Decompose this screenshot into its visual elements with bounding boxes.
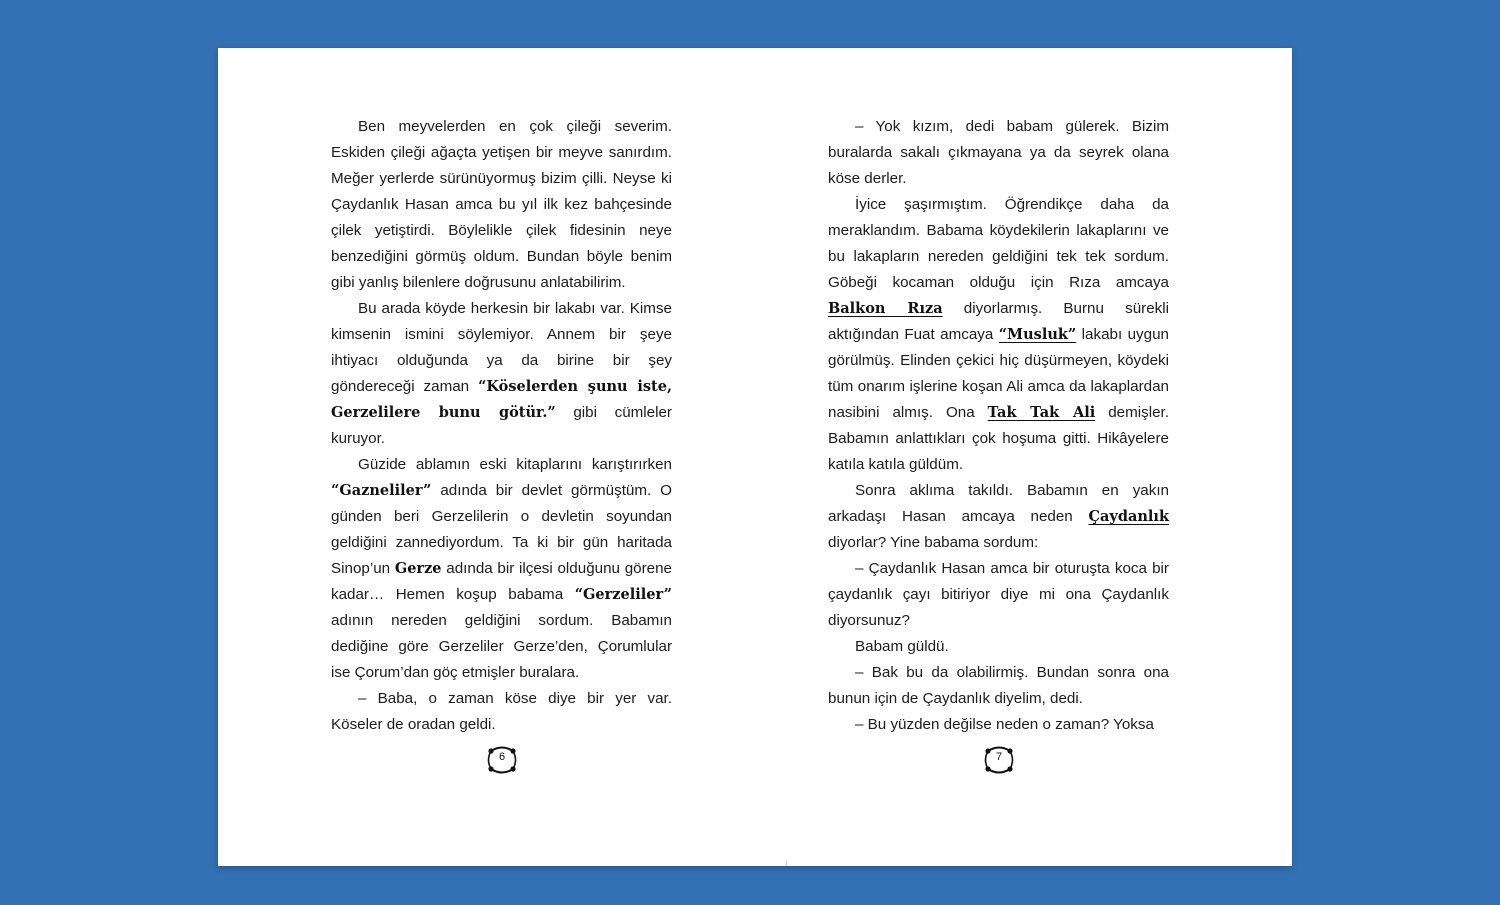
page-number: 6 <box>498 751 506 763</box>
nickname-underlined: “Musluk” <box>998 326 1077 343</box>
right-page <box>828 114 1169 738</box>
emphasis-phrase: “Gerzeliler” <box>574 586 672 603</box>
nickname-underlined: Çaydanlık <box>1088 508 1169 525</box>
paragraph: İyice şaşırmıştım. Öğrendikçe daha da meraklandım. Babama köydekilerin lakaplarını ve bu lakapların nereden geldiğini tek tek sordum. Göbeği kocaman olduğu için Rıza amcaya Balkon Rıza diyorlarmış. Burnu sürekli aktığından Fuat amcaya “Musluk” lakabı uygun görülmüş. Elinden çekici hiç düşürmeyen, köydeki tüm onarım işlerine koşan Ali amca da lakaplardan nasibini almış. Ona Tak Tak Ali demişler. Babamın anlattıkları çok hoşuma gitti. Hikâyelere katıla katıla güldüm. <box>828 196 1169 473</box>
paragraph: – Baba, o zaman köse diye bir yer var. Köseler de oradan geldi. <box>331 690 672 733</box>
paragraph: Sonra aklıma takıldı. Babamın en yakın arkadaşı Hasan amcaya neden Çaydanlık diyorlar? Yine babama sordum: <box>828 482 1169 551</box>
page-number: 7 <box>995 751 1003 763</box>
page-number-ornament <box>982 743 1016 777</box>
paragraph: Babam güldü. <box>855 638 949 655</box>
paragraph: – Yok kızım, dedi babam gülerek. Bizim buralarda sakalı çıkmayana ya da seyrek olana köse derler. <box>828 118 1169 187</box>
book-spread <box>218 48 1292 866</box>
page-number-ornament <box>485 743 519 777</box>
emphasis-phrase: “Gazneliler” <box>331 482 432 499</box>
emphasis-phrase: Gerze <box>394 560 442 577</box>
nickname-underlined: Balkon Rıza <box>828 300 943 317</box>
paragraph: – Çaydanlık Hasan amca bir oturuşta koca bir çaydanlık çayı bitiriyor diye mi ona Çaydanlık diyorsunuz? <box>828 560 1169 629</box>
paragraph: – Bak bu da olabilirmiş. Bundan sonra ona bunun için de Çaydanlık diyelim, dedi. <box>828 664 1169 707</box>
page-gutter <box>786 860 787 866</box>
nickname-underlined: Tak Tak Ali <box>987 404 1096 421</box>
emphasis-phrase: “Köselerden şunu iste, Gerzelilere bunu götür.” <box>331 378 672 421</box>
left-page <box>331 114 672 738</box>
paragraph: Bu arada köyde herkesin bir lakabı var. Kimse kimsenin ismini söylemiyor. Annem bir şeye ihtiyacı olduğunda ya da birine bir şey gönderеceği zaman “Köselerden şunu iste, Gerzelilere bunu götür.” gibi cümleler kuruyor. <box>331 300 672 447</box>
paragraph: Güzide ablamın eski kitaplarını karıştırırken “Gazneliler” adında bir devlet görmüştüm. O günden beri Gerzelilerin o devletin soyundan geldiğini zannediyordum. Ta ki bir gün haritada Sinop’un Gerze adında bir ilçesi olduğunu görene kadar… Hemen koşup babama “Gerzeliler” adının nereden geldiğini sordum. Babamın dediğine göre Gerzeliler Gerze’den, Çorumlular ise Çorum’dan göç etmişler buralara. <box>331 456 672 681</box>
paragraph: – Bu yüzden değilse neden o zaman? Yoksa <box>855 716 1154 733</box>
paragraph: Ben meyvelerden en çok çileği severim. Eskiden çileği ağaçta yetişen bir meyve sanırdım. Meğer yerlerde sürünüyormuş bizim çilli. Neyse ki Çaydanlık Hasan amca bu yıl ilk kez bahçesinde çilek yetiştirdi. Böylelikle çilek fidesinin neye benzediğini görmüş oldum. Bundan böyle benim gibi yanlış bilenlere doğrusunu anlatabilirim. <box>331 118 672 291</box>
